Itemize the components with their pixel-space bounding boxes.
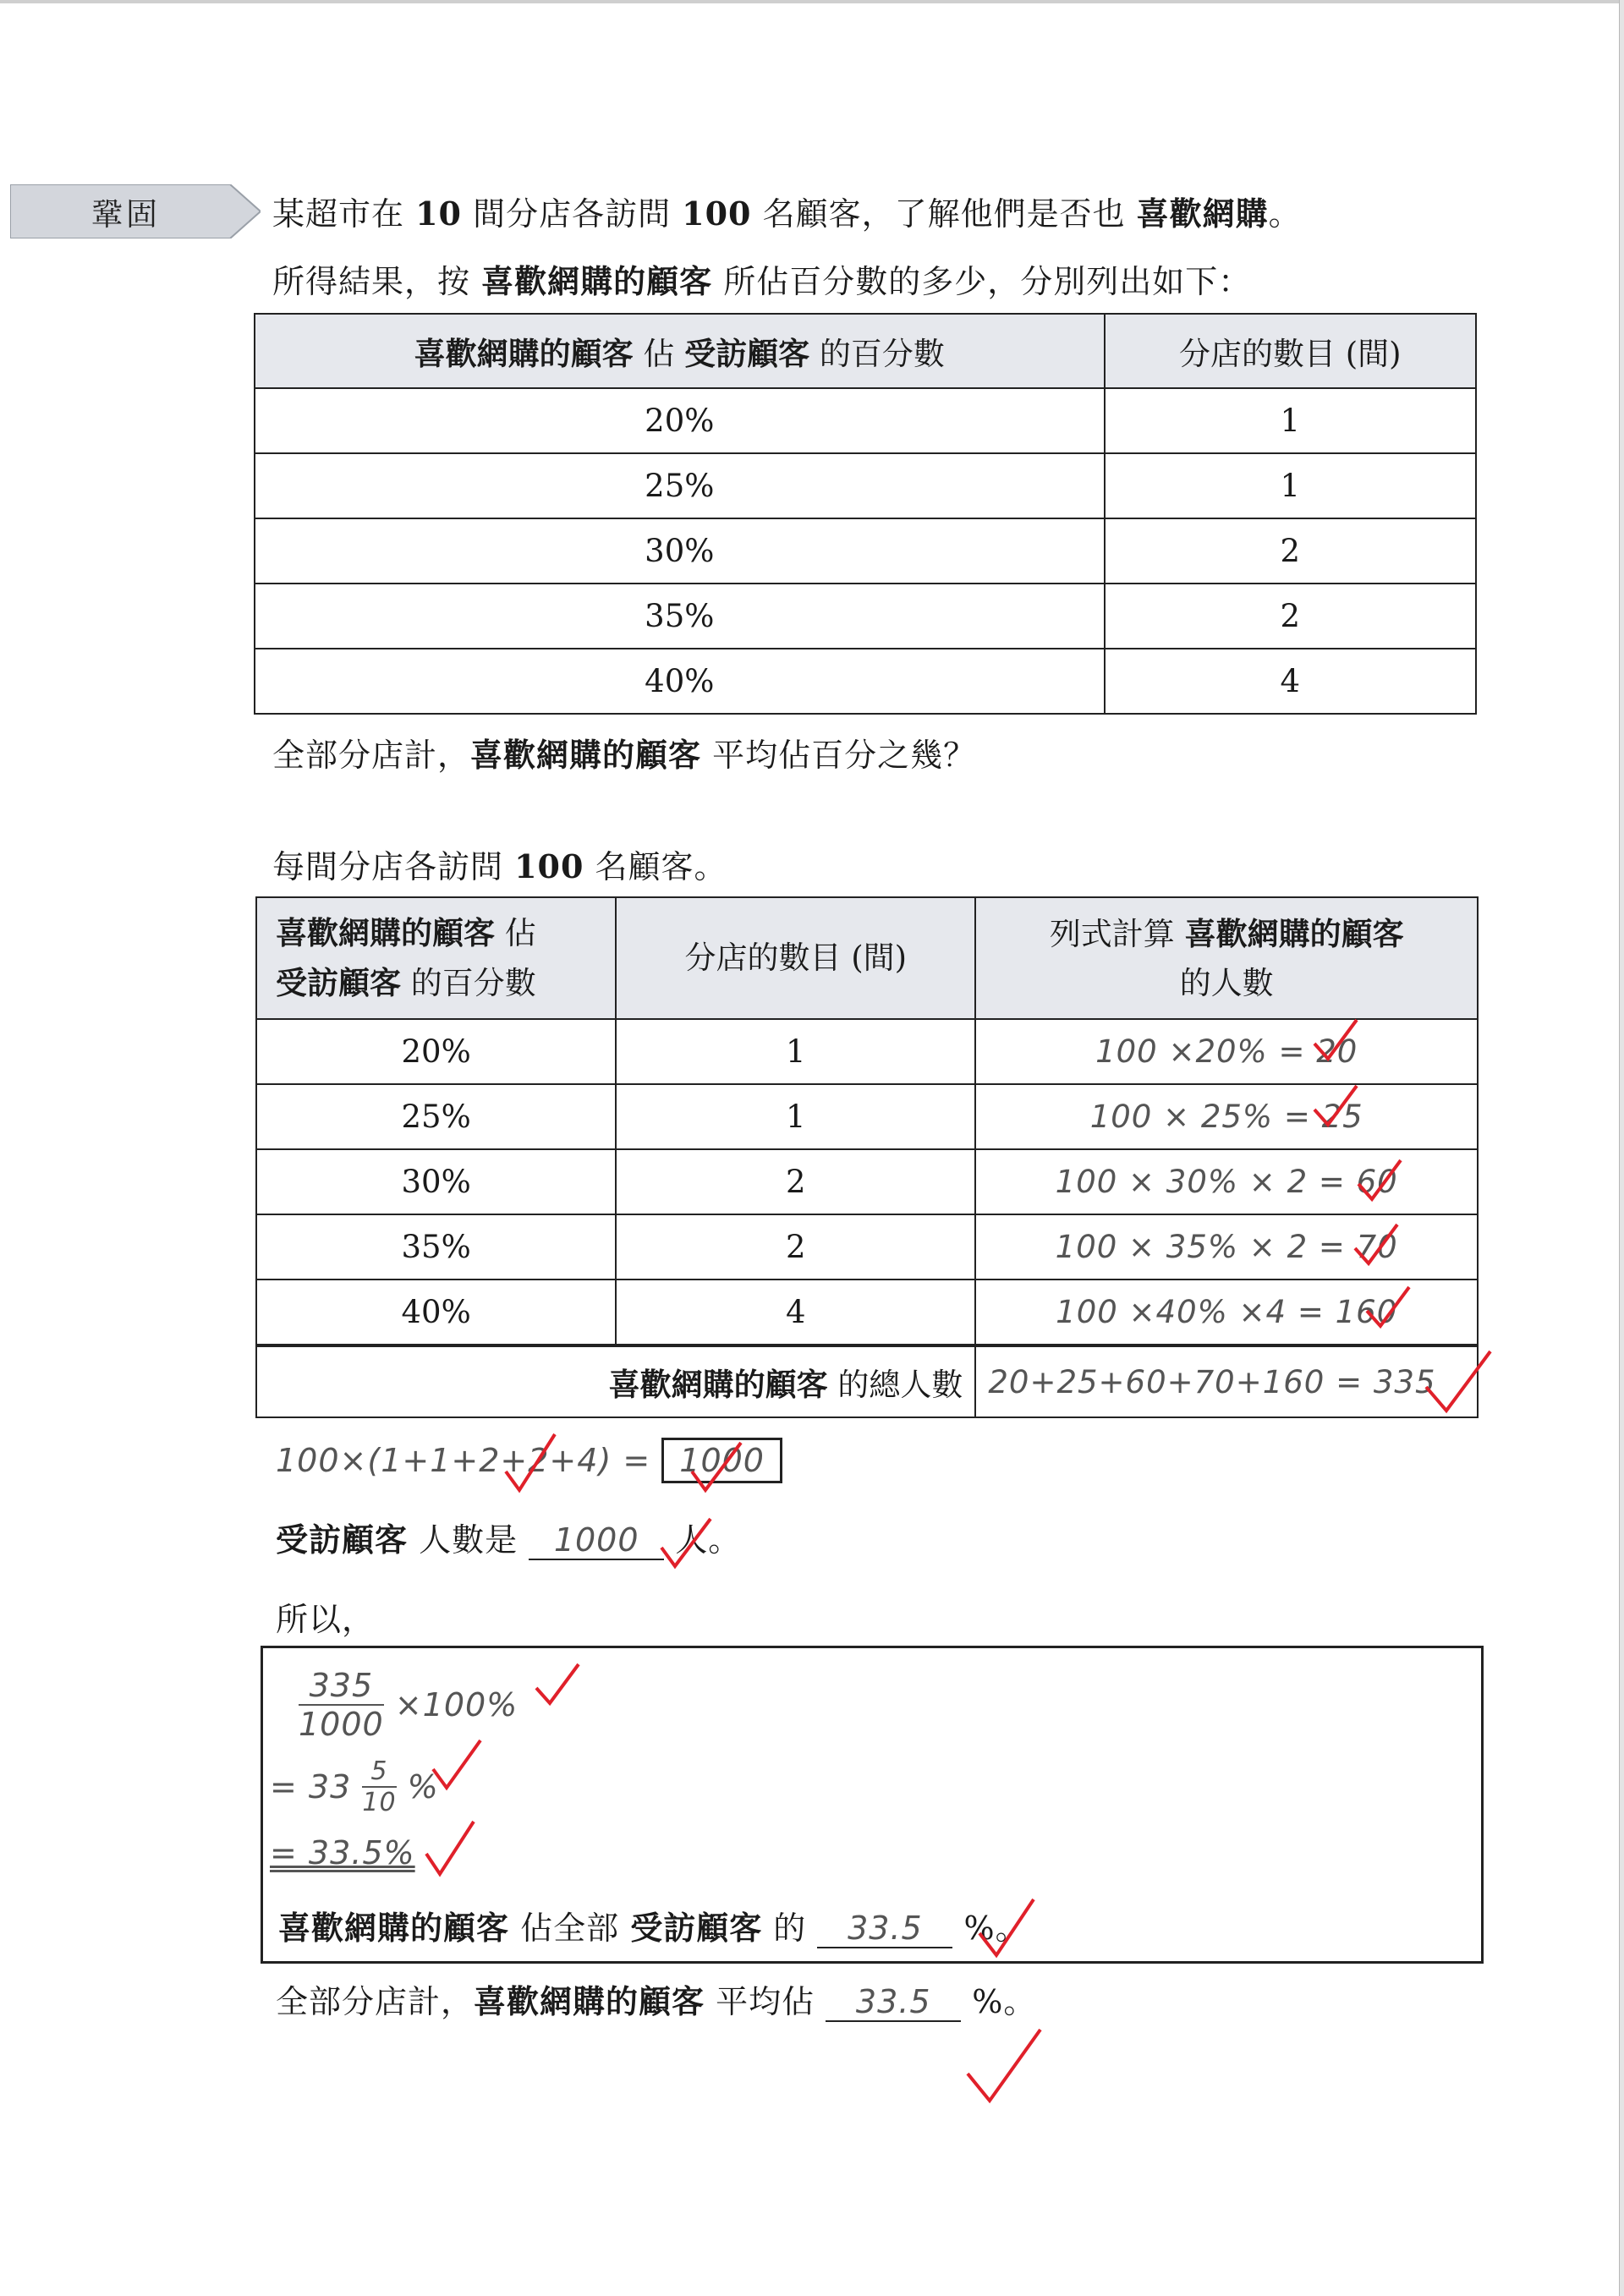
check-mark-icon — [1353, 1155, 1404, 1206]
intro-line-2: 所得結果，按 喜歡網購的顧客 所佔百分數的多少，分別列出如下： — [272, 262, 1252, 300]
table-row: 40% 4 — [255, 649, 1476, 714]
check-mark-icon — [1419, 1345, 1495, 1421]
every-store-note: 每間分店各訪問 100 名顧客。 — [272, 847, 727, 885]
working-box — [261, 1646, 1484, 1964]
check-mark-icon — [501, 1429, 560, 1497]
check-mark-icon — [1362, 1282, 1413, 1333]
working-step-2: = 33 $\frac{5}{10}$ % — [270, 1756, 439, 1817]
working-step-1: $\frac{335}{1000}$ ×100% — [299, 1667, 518, 1743]
check-mark-icon — [973, 1894, 1040, 1962]
survey-table — [254, 313, 1477, 715]
check-mark-icon — [1350, 1219, 1401, 1270]
final-answer: 全部分店計，喜歡網購的顧客 平均佔 33.5 %。 — [276, 1982, 1037, 2020]
page-right-edge — [1619, 0, 1624, 2296]
question: 全部分店計，喜歡網購的顧客 平均佔百分之幾？ — [272, 736, 977, 774]
working-step-3: = 33.5% — [270, 1834, 415, 1871]
check-mark-icon — [1309, 1081, 1360, 1132]
check-mark-icon — [1309, 1015, 1360, 1066]
intro-line-1: 某超市在 10 間分店各訪問 100 名顧客，了解他們是否也 喜歡網購。 — [272, 195, 1302, 233]
therefore-label: 所以， — [276, 1601, 376, 1638]
check-mark-icon — [961, 2023, 1045, 2107]
check-mark-icon — [421, 1817, 479, 1881]
visitors-line: 受訪顧客 人數是 1000 人。 — [276, 1521, 742, 1559]
table-row: 20% 1 100 ×20% = 20 — [256, 1019, 1478, 1084]
total-row: 喜歡網購的顧客 的總人數 20+25+60+70+160 = 335 — [256, 1345, 1478, 1417]
calc-table-header-stores: 分店的數目 (間) — [616, 897, 975, 1019]
check-mark-icon — [687, 1438, 746, 1497]
table-row: 30% 2 — [255, 518, 1476, 584]
table-row: 25% 1 — [255, 453, 1476, 518]
visitors-calculation: 100×(1+1+2+2+4) = 1000 — [276, 1438, 782, 1483]
section-tag-label: 鞏固 — [91, 196, 161, 233]
table-row: 40% 4 100 ×40% ×4 = 160 — [256, 1280, 1478, 1345]
table-row: 35% 2 — [255, 584, 1476, 649]
page-top-edge — [0, 0, 1624, 3]
calculation-table — [255, 896, 1479, 1418]
survey-table-header-percentage: 喜歡網購的顧客 佔 受訪顧客 的百分數 — [255, 314, 1105, 388]
check-mark-icon — [428, 1735, 486, 1795]
section-tag — [10, 184, 261, 238]
survey-table-header-stores: 分店的數目 (間) — [1105, 314, 1476, 388]
table-row: 35% 2 100 × 35% × 2 = 70 — [256, 1214, 1478, 1280]
table-row: 20% 1 — [255, 388, 1476, 453]
calc-table-header-percentage: 喜歡網購的顧客 佔 受訪顧客 的百分數 — [256, 897, 616, 1019]
check-mark-icon — [656, 1514, 716, 1573]
working-result: 喜歡網購的顧客 佔全部 受訪顧客 的 33.5 %。 — [278, 1909, 1029, 1947]
check-mark-icon — [531, 1659, 582, 1710]
table-row: 25% 1 100 × 25% = 25 — [256, 1084, 1478, 1149]
calc-table-header-calculation: 列式計算 喜歡網購的顧客 的人數 — [975, 897, 1478, 1019]
table-row: 30% 2 100 × 30% × 2 = 60 — [256, 1149, 1478, 1214]
